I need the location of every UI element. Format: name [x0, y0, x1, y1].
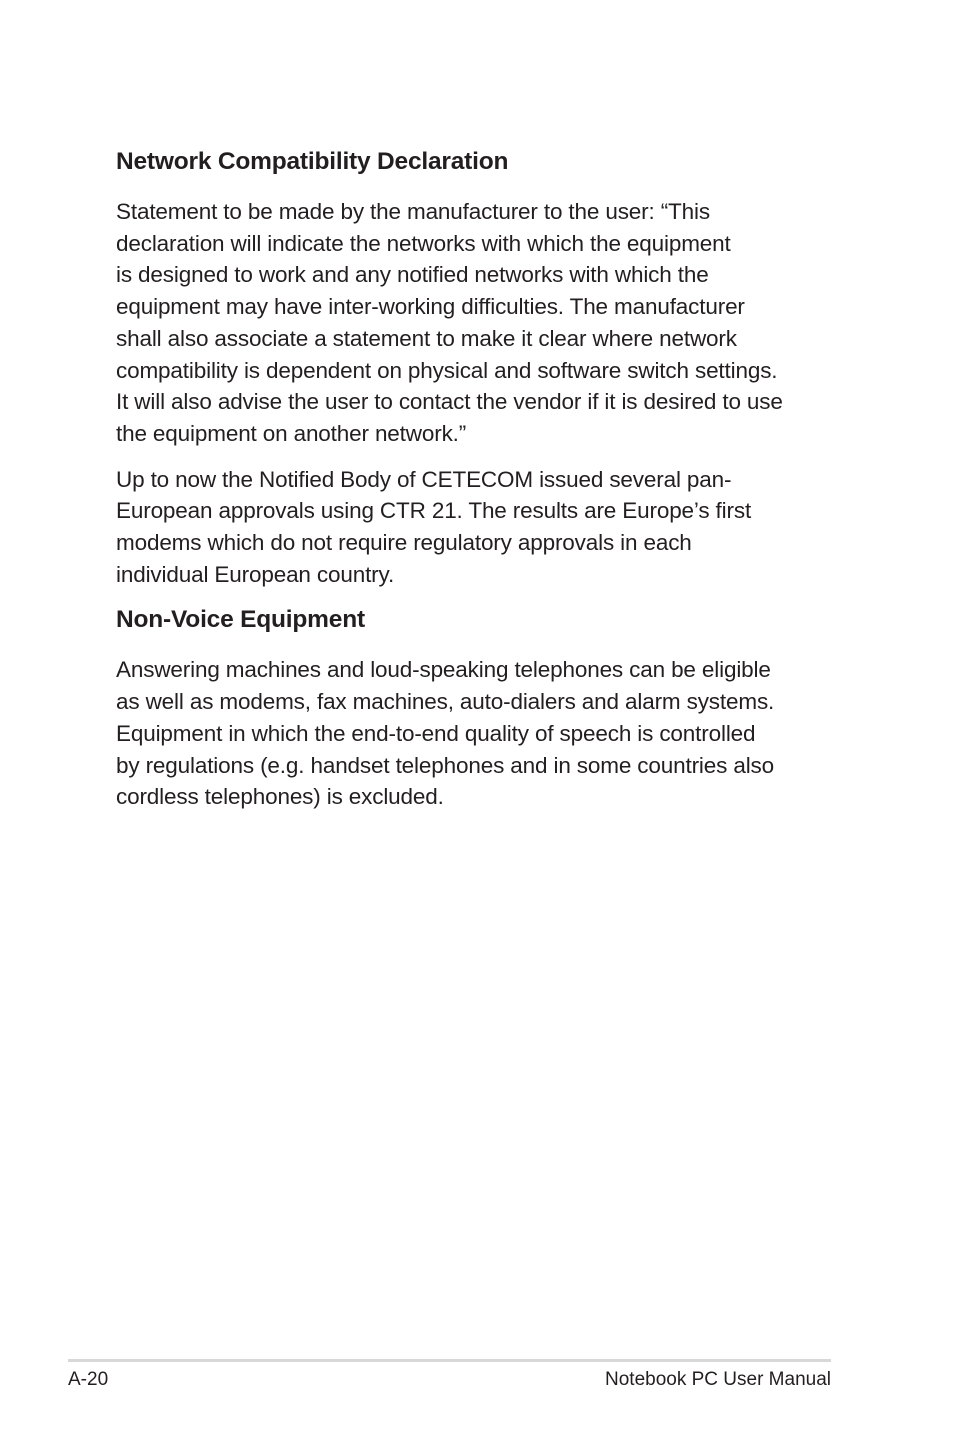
footer-divider — [68, 1359, 831, 1362]
section-heading-non-voice-equipment: Non-Voice Equipment — [116, 606, 365, 634]
paragraph-statement: Statement to be made by the manufacturer to the user: “This declaration will indicate the networks with which the equipment is designed to work and any notified networks with which the equipment may have inter-working difficulties. The manufacturer shall also associate a statement to make it clear where network compatibility is dependent on physical and software switch settings. It will also advise the user to contact the vendor if it is desired to use the equipment on another network.” — [116, 199, 783, 446]
manual-title: Notebook PC User Manual — [605, 1369, 831, 1390]
section-heading-network-compatibility: Network Compatibility Declaration — [116, 148, 509, 175]
paragraph-non-voice: Answering machines and loud-speaking telephones can be eligible as well as modems, fax machines, auto-dialers and alarm systems. Equipment in which the end-to-end quality of speech is controlled by regulations (e.g. handset telephones and in some countries also cordless telephones) is excluded. — [116, 657, 775, 810]
page-number: A-20 — [68, 1369, 109, 1390]
paragraph-cetecom: Up to now the Notified Body of CETECOM issued several pan- European approvals using CTR 21. The results are Europe’s first modems which do not require regulatory approvals in each individual European country. — [116, 466, 752, 587]
page-content — [116, 146, 836, 827]
